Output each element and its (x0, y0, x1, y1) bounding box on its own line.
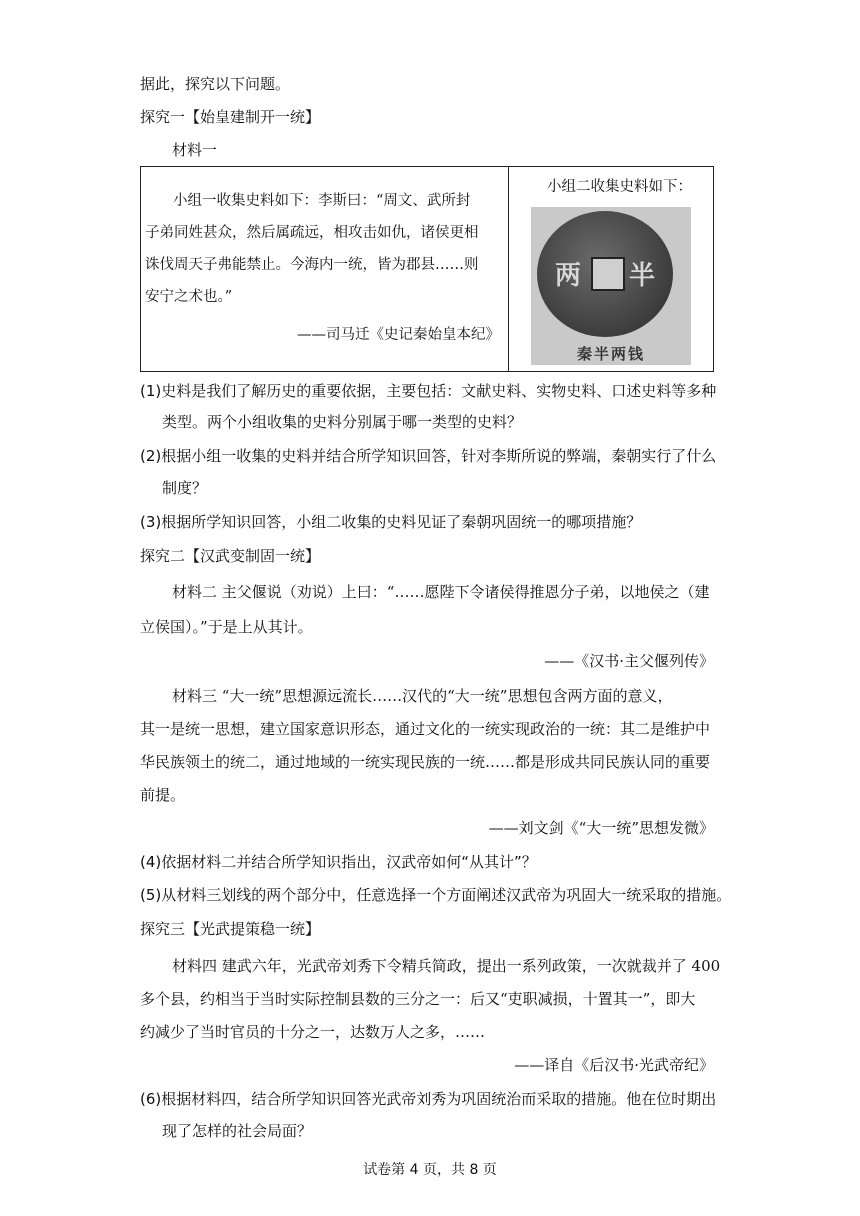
coin-square-hole (591, 257, 625, 291)
material4-line: 多个县，约相当于当时实际控制县数的三分之一：后又“吏职减损，十置其一”，即大 (140, 990, 696, 1008)
material4-line: 材料四 建武六年，光武帝刘秀下令精兵简政，提出一系列政策，一次就裁并了 400 (172, 957, 721, 975)
material4-line: 约减少了当时官员的十分之一，达数万人之多，…… (140, 1023, 486, 1041)
question-6: (6)根据材料四，结合所学知识回答光武帝刘秀为巩固统治而采取的措施。他在位时期出 (140, 1090, 717, 1108)
question-2: (2)根据小组一收集的史料并结合所学知识回答，针对李斯所说的弊端，秦朝实行了什么 (140, 447, 717, 465)
qin-coin-image (531, 207, 691, 365)
coin-character: 两 (555, 261, 582, 291)
question-1-cont: 类型。两个小组收集的史料分别属于哪一类型的史料？ (162, 413, 523, 431)
material1-label: 材料一 (172, 141, 218, 159)
material3-line: 其一是统一思想，建立国家意识形态，通过文化的一统实现政治的一统：其二是维护中 (140, 720, 711, 738)
coin-caption: 秦半两钱 (576, 345, 645, 363)
coin-disc (537, 211, 673, 337)
question-3: (3)根据所学知识回答，小组二收集的史料见证了秦朝巩固统一的哪项措施？ (140, 513, 642, 531)
coin-character: 半 (629, 261, 656, 291)
section2-title: 探究二【汉武变制固一统】 (140, 547, 321, 565)
group2-cell (509, 167, 713, 371)
material3-line: 材料三 “大一统”思想源远流长……汉代的“大一统”思想包含两方面的意义， (172, 687, 673, 705)
section3-title: 探究三【光武提策稳一统】 (140, 920, 321, 938)
material2-line: 材料二 主父偃说（劝说）上曰：“……愿陛下令诸侯得推恩分子弟，以地侯之（建 (172, 583, 710, 601)
section1-title: 探究一【始皇建制开一统】 (140, 108, 321, 126)
group1-line: 诛伐周天子弗能禁止。今海内一统，皆为郡县……则 (145, 257, 479, 273)
group1-line: 安宁之术也。” (145, 289, 233, 305)
material3-line: 华民族领土的统二，通过地域的一统实现民族的一统……都是形成共同民族认同的重要 (140, 753, 711, 771)
group1-cell (141, 167, 509, 371)
group1-source: ——司马迁《史记秦始皇本纪》 (297, 327, 500, 343)
question-4: (4)依据材料二并结合所学知识指出，汉武帝如何“从其计”？ (140, 853, 537, 871)
question-2-cont: 制度？ (162, 479, 208, 497)
material2-line: 立侯国）。”于是上从其计。 (140, 618, 313, 636)
question-6-cont: 现了怎样的社会局面？ (162, 1122, 313, 1140)
intro-text: 据此，探究以下问题。 (140, 75, 291, 93)
group2-title: 小组二收集史料如下： (547, 179, 692, 195)
question-1: (1)史料是我们了解历史的重要依据，主要包括：文献史料、实物史料、口述史料等多种 (140, 382, 717, 400)
material1-table (140, 166, 714, 372)
group1-line: 小组一收集史料如下：李斯曰：“周文、武所封 (173, 193, 471, 209)
material3-line: 前提。 (140, 786, 186, 804)
group1-line: 子弟同姓甚众，然后属疏远，相攻击如仇，诸侯更相 (145, 225, 479, 241)
material3-source: ——刘文剑《“大一统”思想发微》 (488, 819, 714, 837)
material4-source: ——译自《后汉书·光武帝纪》 (514, 1056, 714, 1074)
material2-source: ——《汉书·主父偃列传》 (544, 652, 714, 670)
question-5: (5)从材料三划线的两个部分中，任意选择一个方面阐述汉武帝为巩固大一统采取的措施。 (140, 886, 732, 904)
page-footer: 试卷第 4 页，共 8 页 (363, 1162, 497, 1178)
